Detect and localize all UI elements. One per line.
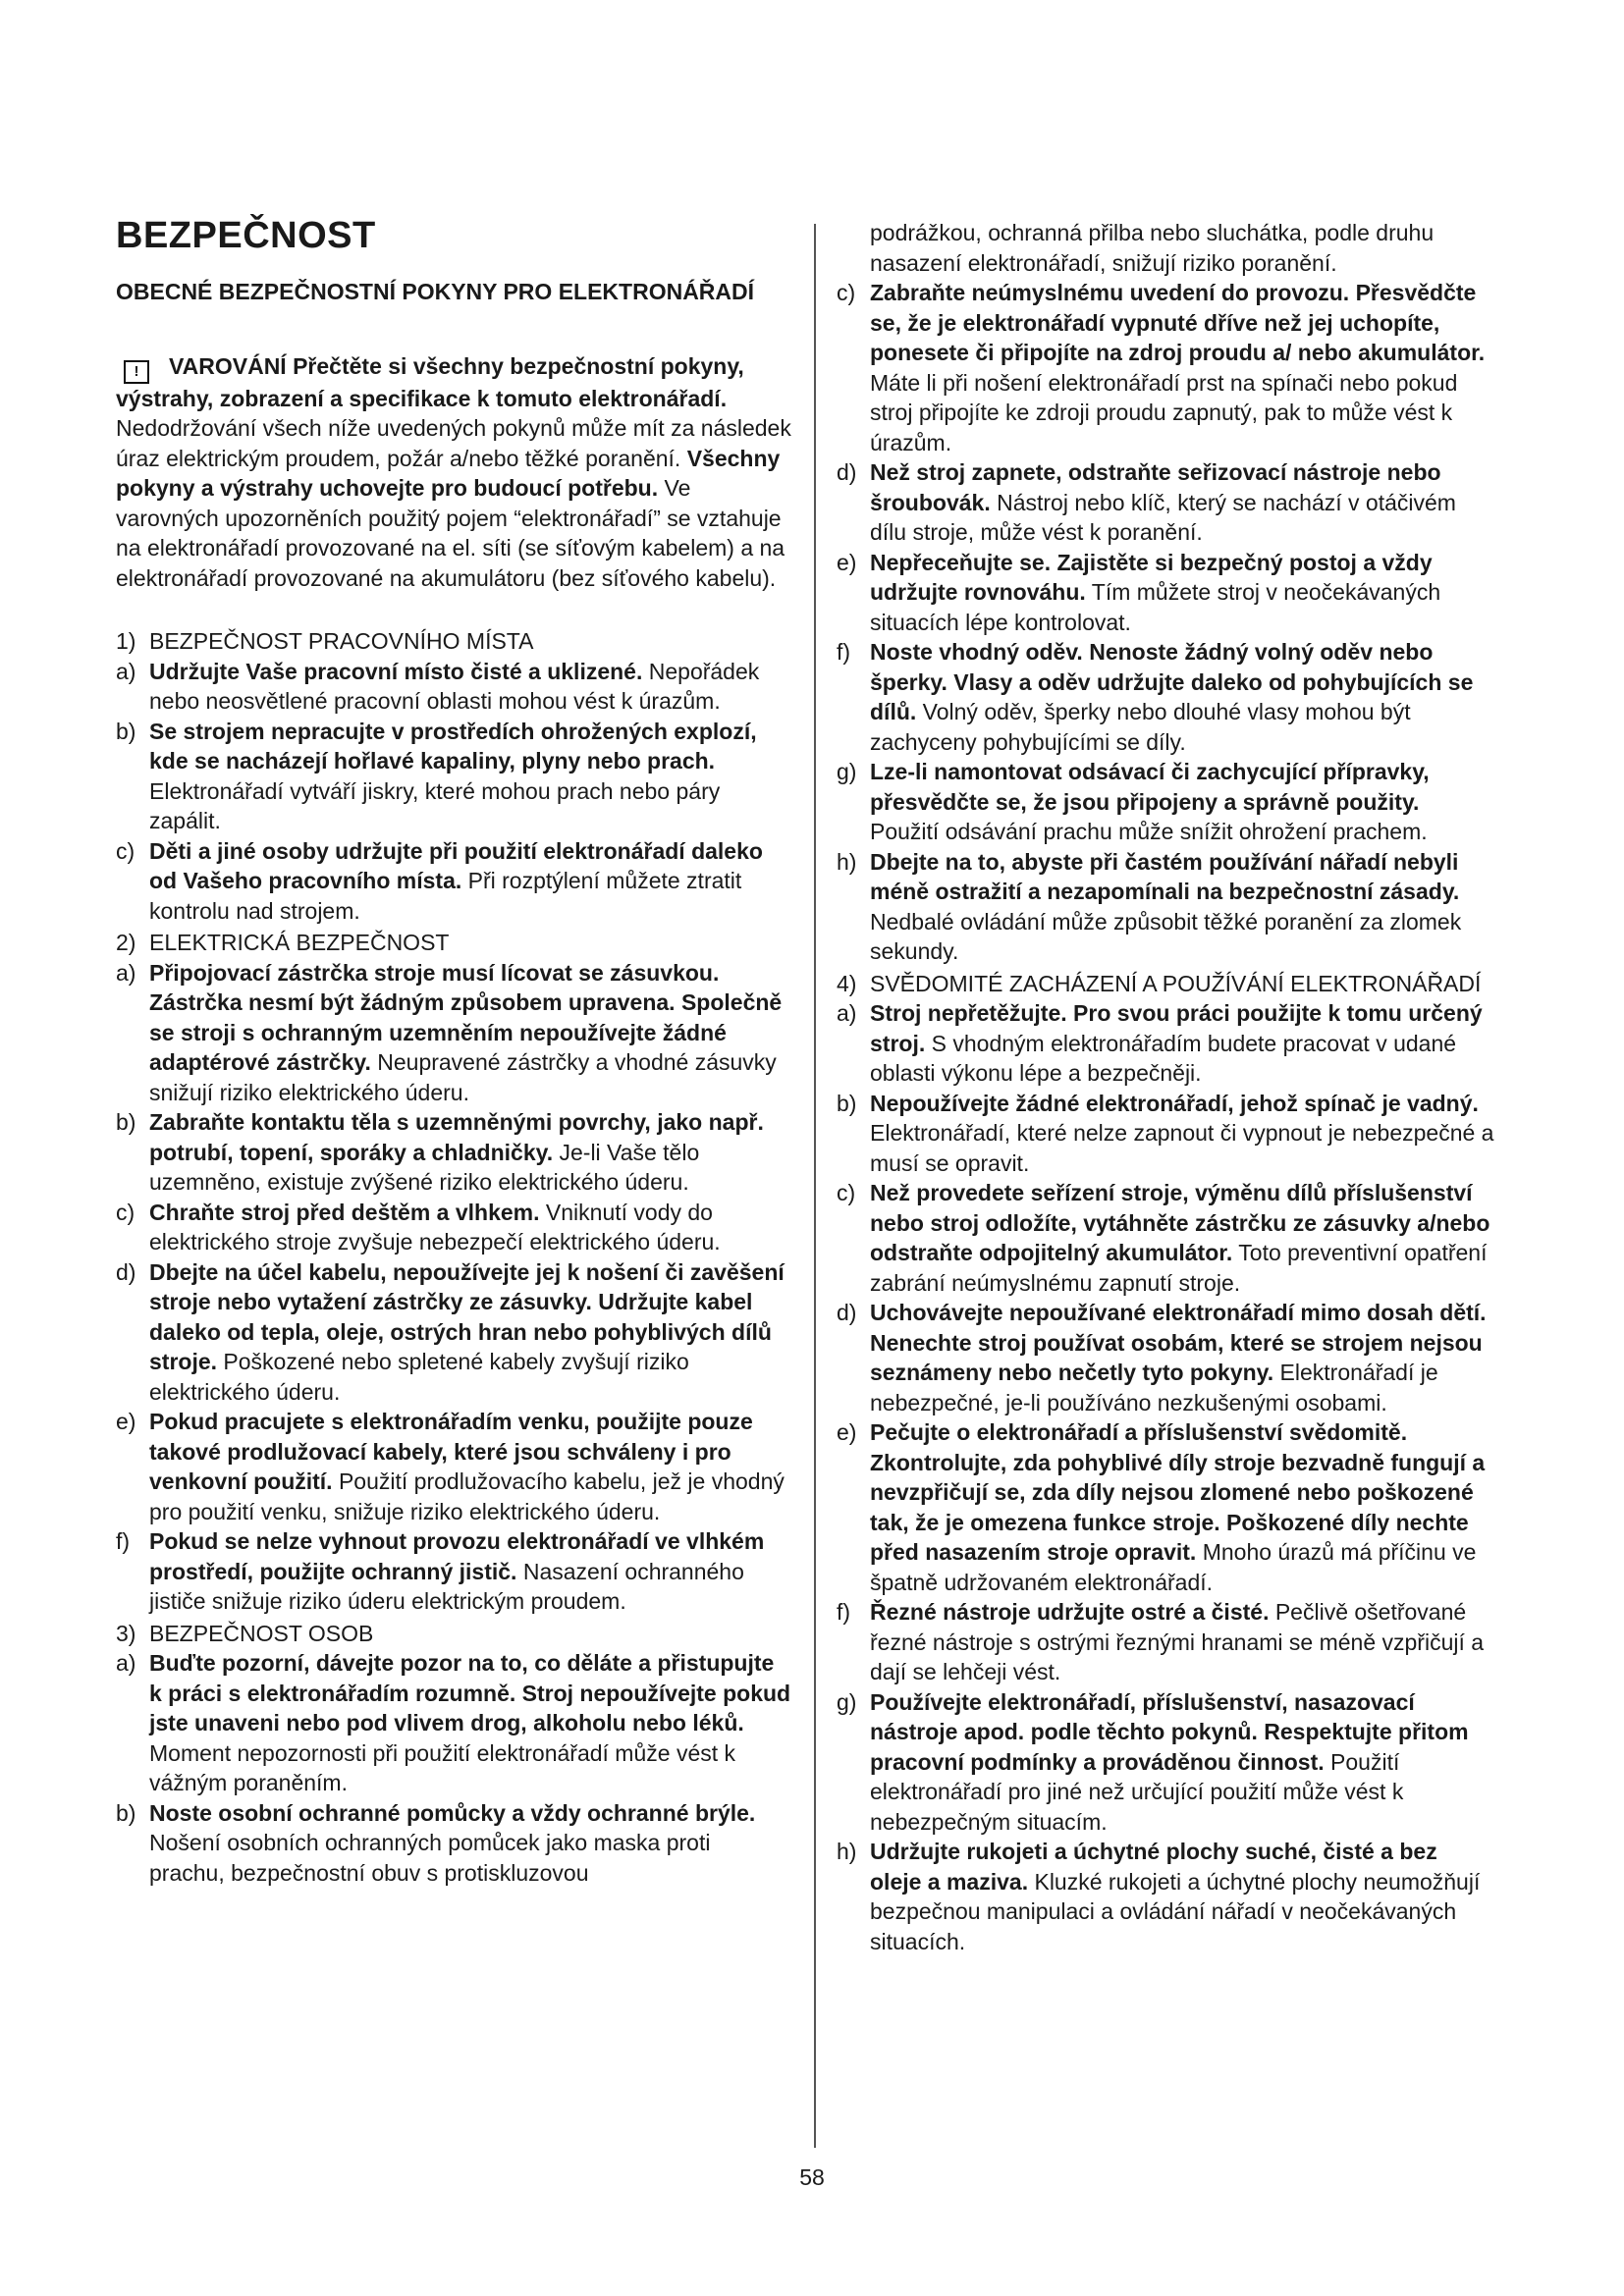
section-number: 3) — [116, 1620, 136, 1646]
list-item — [837, 548, 1494, 638]
item-letter: c) — [116, 837, 135, 864]
item-bold-text: Než provedete seřízení stroje, výměnu dílů příslušenství nebo stroj odložíte, vytáhněte zástrčku ze zásuvky a/nebo odstraňte odpojitelný akumulátor. — [870, 1180, 1490, 1265]
list-item — [116, 1257, 791, 1408]
item-text — [149, 1526, 791, 1617]
item-bold-text: Zabraňte neúmyslnému uvedení do provozu. Přesvědčte se, že je elektronářadí vypnuté dříve než jej uchopíte, ponesete či připojíte na zdroj proudu a/ nebo akumulátor. — [870, 280, 1486, 365]
item-text — [149, 1407, 791, 1526]
item-bold-text: Uchovávejte nepoužívané elektronářadí mimo dosah dětí. Nenechte stroj používat osobám, které se strojem nejsou seznámeny nebo nečetly tyto pokyny. — [870, 1300, 1487, 1385]
item-text — [149, 717, 791, 836]
warning-bold-2: Všechny pokyny a výstrahy uchovejte pro budoucí potřebu. — [116, 445, 781, 502]
list-item — [116, 1407, 791, 1526]
item-letter: h) — [837, 848, 857, 875]
list-item — [837, 1178, 1494, 1298]
item-bold-text: Než stroj zapnete, odstraňte seřizovací nástroje nebo šroubovák. — [870, 459, 1441, 515]
continued-text: podrážkou, ochranná přilba nebo sluchátka, podle druhu nasazení elektronářadí, snižují riziko poranění. — [870, 220, 1435, 276]
section-number: 1) — [116, 628, 136, 655]
item-text — [870, 1837, 1494, 1956]
list-item — [837, 757, 1494, 847]
item-text — [149, 1648, 791, 1798]
right-column — [837, 218, 1494, 1956]
item-normal-text: Mnoho úrazů má příčinu ve špatně udržovaném elektronářadí. — [870, 1539, 1477, 1595]
item-bold-text: Pečujte o elektronářadí a příslušenství svědomitě. Zkontrolujte, zda pohyblivé díly stroje bezvadně fungují a nevzpřičují se, zda díly nejsou zlomené nebo poškozené tak, že je omezena funkce stroje. Poškozené díly nechte před nasazením stroje opravit. — [870, 1419, 1486, 1565]
item-text — [870, 757, 1494, 847]
item-normal-text: Elektronářadí je nebezpečné, je-li používáno nezkušenými osobami. — [870, 1360, 1438, 1415]
section-2-list — [116, 958, 791, 1617]
item-text — [870, 998, 1494, 1089]
left-column — [116, 214, 791, 1888]
item-text — [149, 958, 791, 1108]
item-text — [149, 1798, 791, 1889]
item-bold-text: Připojovací zástrčka stroje musí lícovat se zásuvkou. Zástrčka nesmí být žádným způsobem upravena. Společně se stroji s ochranným uzemněním nepoužívejte žádné adaptérové zástrčky. — [149, 959, 783, 1076]
warning-bold: VAROVÁNÍ Přečtěte si všechny bezpečnostní pokyny, výstrahy, zobrazení a specifikace k tomuto elektronářadí. — [116, 352, 744, 411]
item-letter: b) — [116, 1109, 136, 1136]
section-heading — [116, 626, 791, 657]
item-bold-text: Nepřeceňujte se. Zajistěte si bezpečný postoj a vždy udržujte rovnováhu. — [870, 549, 1433, 605]
item-normal-text: S vhodným elektronářadím budete pracovat v udané oblasti výkonu lépe a bezpečněji. — [870, 1030, 1457, 1086]
item-text — [149, 657, 791, 717]
item-letter: e) — [837, 549, 857, 575]
item-text — [870, 1178, 1494, 1298]
item-bold-text: Řezné nástroje udržujte ostré a čisté. — [870, 1599, 1270, 1625]
item-text — [149, 1257, 791, 1408]
section-heading — [837, 969, 1494, 999]
item-letter: e) — [837, 1419, 857, 1445]
list-item — [116, 717, 791, 836]
section-subtitle: OBECNÉ BEZPEČNOSTNÍ POKYNY PRO ELEKTRONÁŘADÍ — [116, 278, 755, 304]
item-bold-text: Noste osobní ochranné pomůcky a vždy ochranné brýle. — [149, 1799, 756, 1826]
item-normal-text: Použití odsávání prachu může snížit ohrožení prachem. — [870, 819, 1428, 844]
list-item — [116, 1648, 791, 1798]
item-letter: a) — [116, 959, 136, 986]
section-heading — [116, 928, 791, 958]
item-text — [870, 1597, 1494, 1687]
item-bold-text: Stroj nepřetěžujte. Pro svou práci použijte k tomu určený stroj. — [870, 1000, 1483, 1056]
item-text — [149, 1198, 791, 1257]
list-item — [837, 637, 1494, 757]
page-title: BEZPEČNOST — [116, 215, 376, 256]
item-normal-text: Nedbalé ovládání může způsobit těžké poranění za zlomek sekundy. — [870, 908, 1462, 964]
item-normal-text: Poškozené nebo spletené kabely zvyšují riziko elektrického úderu. — [149, 1349, 689, 1405]
section-4-list — [837, 998, 1494, 1956]
item-normal-text: Kluzké rukojeti a úchytné plochy neumožňují bezpečnou manipulaci a ovládání nářadí v neočekávaných situacích. — [870, 1868, 1481, 1954]
section-1-list — [116, 657, 791, 927]
item-normal-text: Použití elektronářadí pro jiné než určující použití může vést k nebezpečným situacím. — [870, 1748, 1404, 1835]
item-bold-text: Zabraňte kontaktu těla s uzemněnými povrchy, jako např. potrubí, topení, sporáky a chladničky. — [149, 1109, 764, 1165]
item-normal-text: Použití prodlužovacího kabelu, jež je vhodný pro použití venku, snižuje riziko elektrického úderu. — [149, 1468, 785, 1524]
list-item — [837, 278, 1494, 457]
item-normal-text: Neupravené zástrčky a vhodné zásuvky snižují riziko elektrického úderu. — [149, 1049, 777, 1105]
list-item — [116, 1198, 791, 1257]
item-text — [870, 457, 1494, 548]
list-item — [837, 847, 1494, 967]
item-text — [149, 836, 791, 927]
item-letter: d) — [116, 1258, 136, 1285]
list-item — [116, 836, 791, 927]
list-item — [116, 1526, 791, 1617]
item-letter: h) — [837, 1839, 857, 1864]
item-letter: d) — [837, 1300, 857, 1325]
item-normal-text: Tím můžete stroj v neočekávaných situacích lépe kontrolovat. — [870, 579, 1441, 635]
item-normal-text: Nástroj nebo klíč, který se nachází v otáčivém dílu stroje, může vést k poranění. — [870, 489, 1456, 545]
list-item — [837, 1298, 1494, 1417]
list-item — [116, 1798, 791, 1889]
item-normal-text: Elektronářadí, které nelze zapnout či vypnout je nebezpečné a musí se opravit. — [870, 1120, 1494, 1176]
section-number: 2) — [116, 930, 136, 956]
warning-text-2: Ve varovných upozorněních použitý pojem “elektronářadí” se vztahuje na elektronářadí provozované na el. síti (se síťovým kabelem) a na elektronářadí provozované na akumulátoru (bez síťového kabelu). — [116, 475, 785, 591]
warning-triangle-icon: ! — [124, 360, 149, 384]
item-letter: b) — [837, 1090, 857, 1116]
item-normal-text: Volný oděv, šperky nebo dlouhé vlasy mohou být zachyceny pohybujícími se díly. — [870, 699, 1411, 755]
item-normal-text: Toto preventivní opatření zabrání neúmyslnému zapnutí stroje. — [870, 1240, 1488, 1296]
item-letter: c) — [837, 1180, 856, 1205]
list-item — [116, 958, 791, 1108]
list-item — [837, 1417, 1494, 1597]
list-item — [837, 1597, 1494, 1687]
section-3-list-continued — [837, 278, 1494, 967]
item-bold-text: Buďte pozorní, dávejte pozor na to, co děláte a přistupujte k práci s elektronářadím rozumně. Stroj nepoužívejte pokud jste unaveni nebo pod vlivem drog, alkoholu nebo léků. — [149, 1650, 791, 1736]
list-item — [116, 1107, 791, 1198]
page-number: 58 — [799, 2164, 825, 2190]
item-letter: a) — [837, 1000, 857, 1026]
item-text — [870, 1298, 1494, 1417]
item-bold-text: Noste vhodný oděv. Nenoste žádný volný oděv nebo šperky. Vlasy a oděv udržujte daleko od pohybujících se dílů. — [870, 639, 1474, 724]
column-divider — [814, 224, 816, 2148]
item-normal-text: Je-li Vaše tělo uzemněno, existuje zvýšené riziko elektrického úderu. — [149, 1139, 700, 1196]
list-item — [837, 457, 1494, 548]
item-text — [870, 278, 1494, 457]
item-letter: e) — [116, 1409, 136, 1435]
warning-paragraph — [116, 351, 791, 594]
item-text — [870, 847, 1494, 967]
item-letter: f) — [837, 1599, 851, 1625]
item-letter: a) — [116, 658, 136, 684]
item-letter: b) — [116, 1799, 136, 1826]
section-title: BEZPEČNOST PRACOVNÍHO MÍSTA — [149, 628, 534, 655]
section-number: 4) — [837, 970, 857, 996]
section-title: SVĚDOMITÉ ZACHÁZENÍ A POUŽÍVÁNÍ ELEKTRONÁŘADÍ — [870, 970, 1482, 996]
item-letter: d) — [837, 459, 857, 485]
item-letter: a) — [116, 1650, 136, 1677]
item-normal-text: Nasazení ochranného jističe snižuje riziko úderu elektrickým proudem. — [149, 1558, 744, 1615]
section-3-list — [116, 1648, 791, 1888]
section-heading — [116, 1619, 791, 1649]
item-bold-text: Dbejte na účel kabelu, nepoužívejte jej k nošení či zavěšení stroje nebo vytažení zástrčky ze zásuvky. Udržujte kabel daleko od tepla, oleje, ostrých hran nebo pohyblivých dílů stroje. — [149, 1258, 785, 1375]
list-item — [837, 998, 1494, 1089]
item-letter: f) — [837, 639, 851, 665]
item-normal-text: Nošení osobních ochranných pomůcek jako maska proti prachu, bezpečnostní obuv s protiskluzovou — [149, 1830, 711, 1886]
item-bold-text: Udržujte Vaše pracovní místo čisté a uklizené. — [149, 658, 643, 684]
item-letter: f) — [116, 1528, 131, 1555]
item-normal-text: Moment nepozornosti při použití elektronářadí může vést k vážným poraněním. — [149, 1739, 736, 1796]
item-letter: g) — [837, 759, 857, 784]
item-text — [149, 1107, 791, 1198]
item-bold-text: Pokud se nelze vyhnout provozu elektronářadí ve vlhkém prostředí, použijte ochranný jistič. — [149, 1528, 765, 1584]
item-bold-text: Se strojem nepracujte v prostředích ohrožených explozí, kde se nacházejí hořlavé kapaliny, plyny nebo prach. — [149, 718, 757, 774]
item-letter: c) — [116, 1199, 135, 1225]
item-text — [870, 637, 1494, 757]
item-bold-text: Chraňte stroj před deštěm a vlhkem. — [149, 1199, 540, 1225]
item-bold-text: Používejte elektronářadí, příslušenství, nasazovací nástroje apod. podle těchto pokynů. Respektujte přitom pracovní podmínky a prováděnou činnost. — [870, 1688, 1469, 1775]
item-normal-text: Máte li při nošení elektronářadí prst na spínači nebo pokud stroj připojíte ke zdroji proudu zapnutý, pak to může vést k úrazům. — [870, 369, 1458, 455]
list-item — [837, 1687, 1494, 1838]
item-normal-text: Pečlivě ošetřované řezné nástroje s ostrými řeznými hranami se méně vzpřičují a dají se lehčeji vést. — [870, 1599, 1485, 1684]
item-normal-text: Nepořádek nebo neosvětlené pracovní oblasti mohou vést k úrazům. — [149, 658, 760, 715]
section-title: BEZPEČNOST OSOB — [149, 1620, 374, 1646]
item-letter: b) — [116, 718, 136, 744]
list-item — [837, 1837, 1494, 1956]
item-bold-text: Nepoužívejte žádné elektronářadí, jehož spínač je vadný. — [870, 1090, 1479, 1116]
warning-text: Nedodržování všech níže uvedených pokynů může mít za následek úraz elektrickým proudem, požár a/nebo těžké poranění. — [116, 415, 791, 471]
list-item — [116, 657, 791, 717]
list-item — [837, 1089, 1494, 1179]
item-bold-text: Pokud pracujete s elektronářadím venku, použijte pouze takové prodlužovací kabely, které jsou schváleny i pro venkovní použití. — [149, 1409, 753, 1495]
item-normal-text: Vniknutí vody do elektrického stroje zvyšuje nebezpečí elektrického úderu. — [149, 1199, 721, 1255]
section-title: ELEKTRICKÁ BEZPEČNOST — [149, 930, 450, 956]
item-normal-text: Elektronářadí vytváří jiskry, které mohou prach nebo páry zapálit. — [149, 777, 721, 834]
item-text — [870, 548, 1494, 638]
item-text — [870, 1417, 1494, 1597]
item-letter: c) — [837, 280, 856, 305]
item-bold-text: Dbejte na to, abyste při častém používání nářadí nebyli méně ostražití a nezapomínali na bezpečnostní zásady. — [870, 848, 1460, 904]
item-bold-text: Udržujte rukojeti a úchytné plochy suché, čisté a bez oleje a maziva. — [870, 1839, 1437, 1895]
item-normal-text: Při rozptýlení můžete ztratit kontrolu nad strojem. — [149, 868, 742, 924]
item-letter: g) — [837, 1688, 857, 1715]
item-text — [870, 1089, 1494, 1179]
item-bold-text: Děti a jiné osoby udržujte při použití elektronářadí daleko od Vašeho pracovního místa. — [149, 837, 763, 894]
item-bold-text: Lze-li namontovat odsávací či zachycující přípravky, přesvědčte se, že jsou připojeny a správně použity. — [870, 759, 1430, 815]
item-text — [870, 1687, 1494, 1838]
